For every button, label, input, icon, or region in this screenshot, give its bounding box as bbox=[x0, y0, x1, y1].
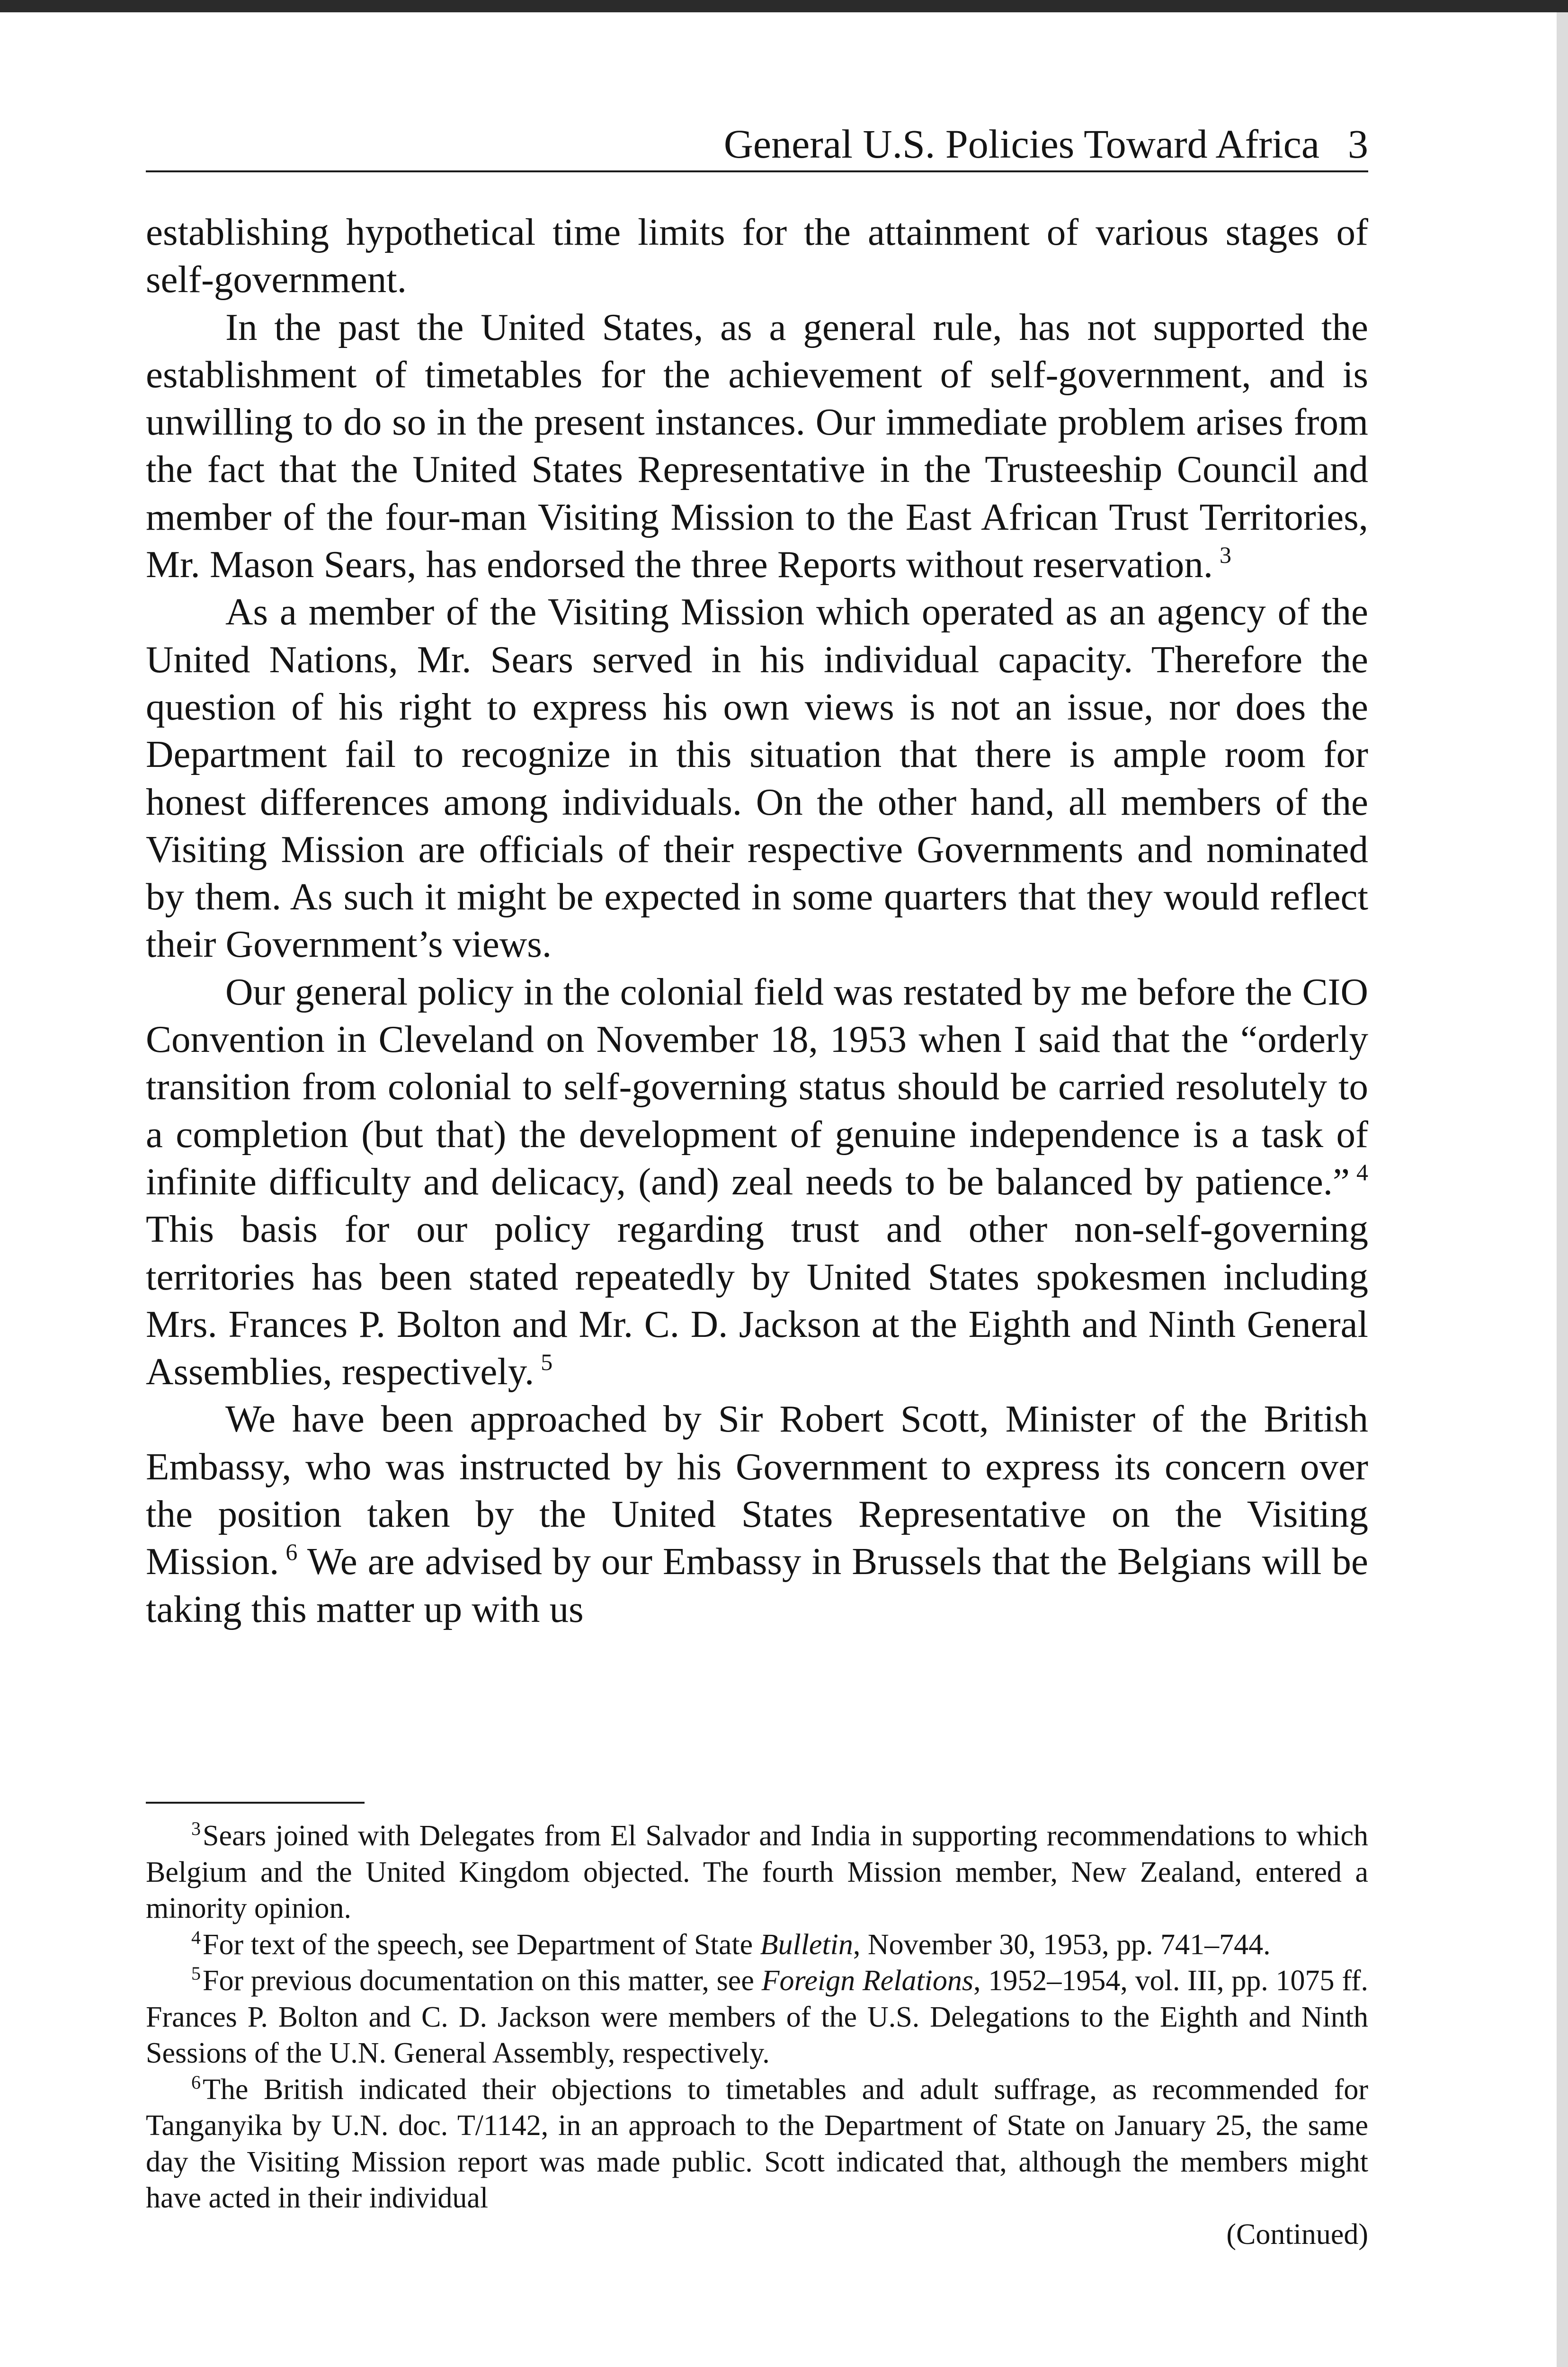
paragraph-1-text: establishing hypothetical time limits for the attainment of various stages of self-government. bbox=[146, 211, 1368, 301]
paragraph-2-text: In the past the United States, as a general rule, has not supported the establishment of timetables for the achievement of self-government, and is unwilling to do so in the present instances. Our immediate problem arises from the fact that the United States Representative in the Trusteeship Council and member of the four-man Visiting Mission to the East African Trust Territories, Mr. Mason Sears, has endorsed the three Reports without reservation. bbox=[146, 305, 1368, 586]
footnote-4-text-b: , November 30, 1953, pp. 741–744. bbox=[853, 1928, 1271, 1961]
footnote-3-mark: 3 bbox=[191, 1818, 201, 1839]
footnote-ref-3: 3 bbox=[1220, 542, 1231, 569]
running-header bbox=[146, 117, 1368, 172]
paragraph-5-text-a: We have been approached by Sir Robert Scott, Minister of the British Embassy, who was instructed by his Government to express its concern over the position taken by the United States Representative on the Visiting Mission. bbox=[146, 1397, 1368, 1583]
paragraph-5-text-b: We are advised by our Embassy in Brussels that the Belgians will be taking this matter up with us bbox=[146, 1540, 1368, 1630]
footnote-ref-5: 5 bbox=[541, 1349, 553, 1376]
paragraph-3-text: As a member of the Visiting Mission which operated as an agency of the United Nations, Mr. Sears served in his individual capacity. Therefore the question of his right to express his own views is not an issue, nor does the Department fail to recognize in this situation that there is ample room for honest differences among individuals. On the other hand, all members of the Visiting Mission are officials of their respective Governments and nominated by them. As such it might be expected in some quarters that they would reflect their Government’s views. bbox=[146, 590, 1368, 966]
scan-right-edge bbox=[1557, 12, 1568, 2367]
footnote-4-mark: 4 bbox=[191, 1926, 201, 1948]
footnote-5 bbox=[146, 1963, 1368, 2072]
footnote-5-text-b: , 1952–1954, vol. III, pp. 1075 ff. Frances P. Bolton and C. D. Jackson were members of the U.S. Delegations to the Eighth and Ninth Sessions of the U.N. General Assembly, respectively. bbox=[146, 1965, 1369, 2069]
paragraph-1 bbox=[146, 208, 1368, 303]
footnote-ref-4: 4 bbox=[1356, 1158, 1368, 1185]
footnote-divider bbox=[146, 1802, 365, 1804]
running-title: General U.S. Policies Toward Africa bbox=[723, 121, 1319, 167]
footnotes bbox=[146, 1818, 1368, 2252]
paragraph-2 bbox=[146, 303, 1368, 588]
paragraph-4 bbox=[146, 968, 1368, 1396]
footnote-6-mark: 6 bbox=[191, 2071, 201, 2093]
footnote-ref-6: 6 bbox=[285, 1539, 298, 1566]
scan-top-edge bbox=[0, 0, 1568, 12]
footnote-3-text: Sears joined with Delegates from El Salvador and India in supporting recommendations to which Belgium and the United Kingdom objected. The fourth Mission member, New Zealand, entered a minority opinion. bbox=[146, 1820, 1368, 1924]
paragraph-4-text-a: Our general policy in the colonial field was restated by me before the CIO Convention in Cleveland on November 18, 1953 when I said that the “orderly transition from colonial to self-governing status should be carried resolutely to a completion (but that) the development of genuine independence is a task of infinite difficulty and delicacy, (and) zeal needs to be balanced by patience.” bbox=[146, 970, 1368, 1203]
body-text bbox=[146, 208, 1368, 1633]
footnote-6-text: The British indicated their objections to timetables and adult suffrage, as recommended for Tanganyika by U.N. doc. T/1142, in an approach to the Department of State on January 25, the same day the Visiting Mission report was made public. Scott indicated that, although the members might have acted in their individual bbox=[146, 2073, 1368, 2214]
footnote-3 bbox=[146, 1818, 1368, 1927]
footnote-5-text-a: For previous documentation on this matter, see bbox=[203, 1965, 762, 1997]
footnote-6 bbox=[146, 2072, 1368, 2216]
footnote-4-text-a: For text of the speech, see Department of State bbox=[203, 1928, 760, 1961]
paragraph-3 bbox=[146, 588, 1368, 968]
continued-note: (Continued) bbox=[1226, 2218, 1368, 2251]
footnote-4 bbox=[146, 1927, 1368, 1963]
paragraph-4-text-b: This basis for our policy regarding trust and other non-self-governing territories has been stated repeatedly by United States spokesmen including Mrs. Frances P. Bolton and Mr. C. D. Jackson at the Eighth and Ninth General Assemblies, respectively. bbox=[146, 1208, 1368, 1393]
paragraph-5 bbox=[146, 1395, 1368, 1632]
footnote-4-italic: Bulletin bbox=[760, 1928, 853, 1961]
page-number: 3 bbox=[1348, 121, 1368, 167]
footnote-5-mark: 5 bbox=[191, 1963, 201, 1984]
footnote-5-italic: Foreign Relations bbox=[761, 1965, 974, 1997]
